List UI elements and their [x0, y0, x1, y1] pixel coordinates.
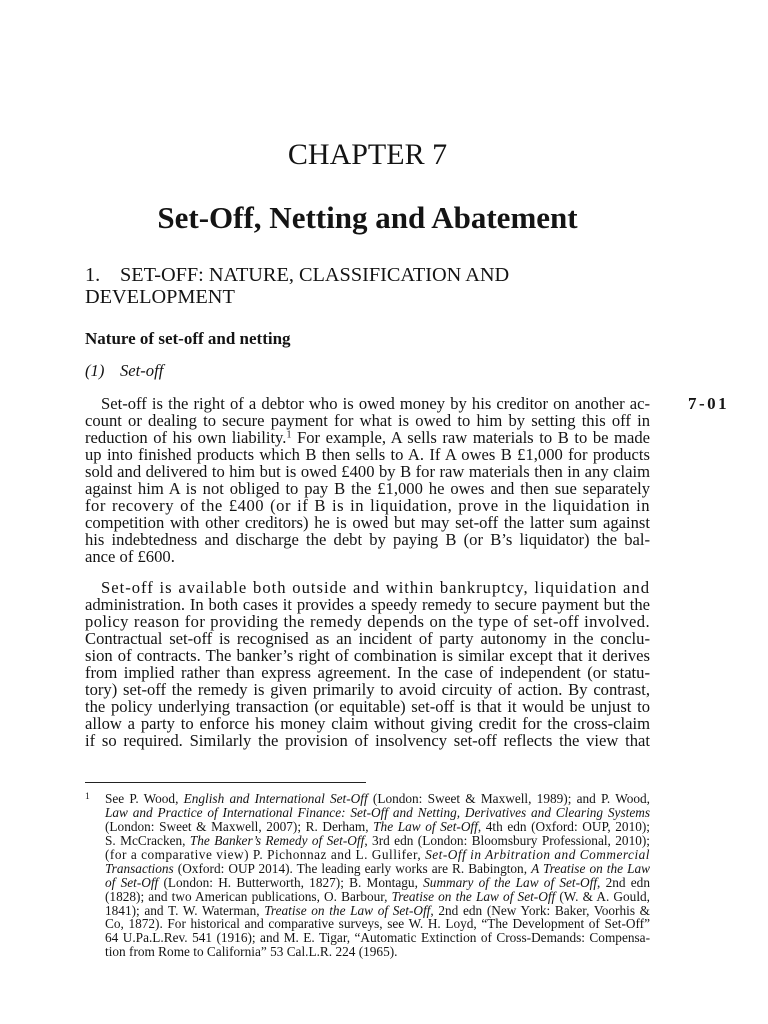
body-paragraph: [85, 579, 650, 750]
text-line: tion from Rome to California” 53 Cal.L.R. 224 (1965).: [105, 944, 398, 960]
section-heading: [85, 264, 650, 308]
text-line: ance of £600.: [85, 547, 175, 567]
text-line: against him A is not obliged to pay B the £1,000 he owes and then sue separately: [85, 478, 650, 498]
text-run: (London: Sweet & Maxwell, 1989); and P. Wood,: [367, 791, 650, 807]
footnote-marker: 1: [85, 792, 90, 802]
italic-text-run: Transactions: [105, 860, 174, 876]
italic-text-run: The Law of Set-Off: [373, 819, 478, 835]
chapter-title: Set-Off, Netting and Abatement: [157, 200, 578, 235]
text-run: , 3rd edn (London: Bloomsbury Professional, 2010);: [364, 833, 650, 849]
text-run: (London: Sweet & Maxwell, 2007); R. Derham,: [105, 819, 374, 835]
text-line: Contractual set-off is recognised as an incident of party autonomy in the conclu-: [85, 628, 650, 648]
subheading: Nature of set-off and netting: [85, 328, 291, 348]
text-line: tory) set-off the remedy is given primarily to avoid circuity of action. By contrast,: [85, 680, 650, 700]
footnote: [105, 792, 650, 959]
text-line: count or dealing to secure payment for what is owed to him by setting this off in: [85, 410, 650, 430]
italic-text-run: Set-Off in Arbitration and Commercial: [425, 846, 650, 862]
text-line: [105, 890, 650, 904]
section-number: 1.: [85, 264, 101, 286]
text-line: [105, 904, 650, 918]
italic-text-run: The Banker’s Remedy of Set-Off: [189, 833, 365, 849]
italic-text-run: of Set-Off: [105, 874, 159, 890]
text-line: administration. In both cases it provides a speedy remedy to secure payment but the: [85, 594, 650, 614]
section-title: SET-OFF: NATURE, CLASSIFICATION AND DEVELOPMENT: [85, 264, 510, 308]
italic-text-run: Summary of the Law of Set-Off: [423, 874, 598, 890]
text-run: (1828); and two American publications, O. Barbour,: [105, 888, 392, 904]
italic-text-run: A Treatise on the Law: [531, 860, 651, 876]
text-line: the policy underlying transaction (or equitable) set-off is that it would be unjust to: [85, 697, 650, 717]
text-line: Set-off is available both outside and within bankruptcy, liquidation and: [101, 577, 650, 597]
subsection-number: (1): [85, 360, 105, 380]
text-run: 1841); and T. W. Waterman,: [105, 902, 265, 918]
text-run: reduction of his own liability.: [85, 427, 287, 447]
text-line: sion of contracts. The banker’s right of combination is similar except that it derives: [85, 645, 650, 665]
text-line: his indebtedness and discharge the debt by paying B (or B’s liquidator) the bal-: [85, 530, 650, 550]
text-line: [105, 862, 650, 876]
text-line: from implied rather than express agreement. In the case of independent (or statu-: [85, 662, 650, 682]
italic-text-run: Law and Practice of International Finance: Set-Off and Netting, Derivatives and Clearing Systems: [105, 805, 650, 821]
text-run: (Oxford: OUP 2014). The leading early works are R. Babington,: [173, 860, 532, 876]
chapter-number: CHAPTER 7: [287, 138, 448, 171]
italic-text-run: Treatise on the Law of Set-Off: [264, 902, 431, 918]
text-run: S. McCracken,: [105, 833, 190, 849]
text-line: [105, 792, 650, 806]
text-line: allow a party to enforce his money claim without giving credit for the cross-claim: [85, 714, 650, 734]
text-run: See P. Wood,: [105, 791, 184, 807]
subsection-title: Set-off: [120, 360, 164, 380]
text-line: up into finished products which B then sells to A. If A owes B £1,000 for products: [85, 444, 650, 464]
text-line: [85, 429, 650, 446]
text-run: (London: H. Butterworth, 1827); B. Montagu,: [158, 874, 424, 890]
footnote-divider: [85, 782, 366, 783]
text-line: [105, 834, 650, 848]
text-run: For example, A sells raw materials to B to be made: [291, 427, 650, 447]
text-line: policy reason for providing the remedy depends on the type of set-off involved.: [85, 611, 650, 631]
text-line: [105, 820, 650, 834]
text-line: for recovery of the £400 (or if B is in liquidation, prove in the liquidation in: [85, 496, 650, 516]
text-run: , 4th edn (Oxford: OUP, 2010);: [477, 819, 650, 835]
text-line: Set-off is the right of a debtor who is owed money by his creditor on another ac-: [101, 393, 650, 413]
text-line: [105, 806, 650, 820]
text-run: , 2nd edn (New York: Baker, Voorhis &: [430, 902, 650, 918]
text-run: (W. & A. Gould,: [555, 888, 651, 904]
subsection-heading: [85, 362, 163, 379]
paragraph-number: 7-01: [688, 393, 730, 413]
text-run: , 2nd edn: [597, 874, 650, 890]
text-line: 64 U.Pa.L.Rev. 541 (1916); and M. E. Tigar, “Automatic Extinction of Cross-Demands: Compensa-: [105, 930, 650, 946]
text-line: [105, 876, 650, 890]
text-line: Co, 1872). For historical and comparative surveys, see W. H. Loyd, “The Development of Set-Off”: [105, 916, 650, 932]
italic-text-run: Treatise on the Law of Set-Off: [391, 888, 556, 904]
text-run: (for a comparative view) P. Pichonnaz and L. Gullifer,: [105, 846, 426, 862]
text-line: competition with other creditors) he is owed but may set-off the latter sum against: [85, 513, 650, 533]
text-line: sold and delivered to him but is owed £400 by B for raw materials then in any claim: [85, 461, 650, 481]
text-line: [105, 848, 650, 862]
footnote-reference: 1: [286, 429, 292, 441]
italic-text-run: English and International Set-Off: [183, 791, 368, 807]
body-paragraph: [85, 395, 650, 566]
text-line: if so required. Similarly the provision of insolvency set-off reflects the view that: [85, 731, 650, 751]
